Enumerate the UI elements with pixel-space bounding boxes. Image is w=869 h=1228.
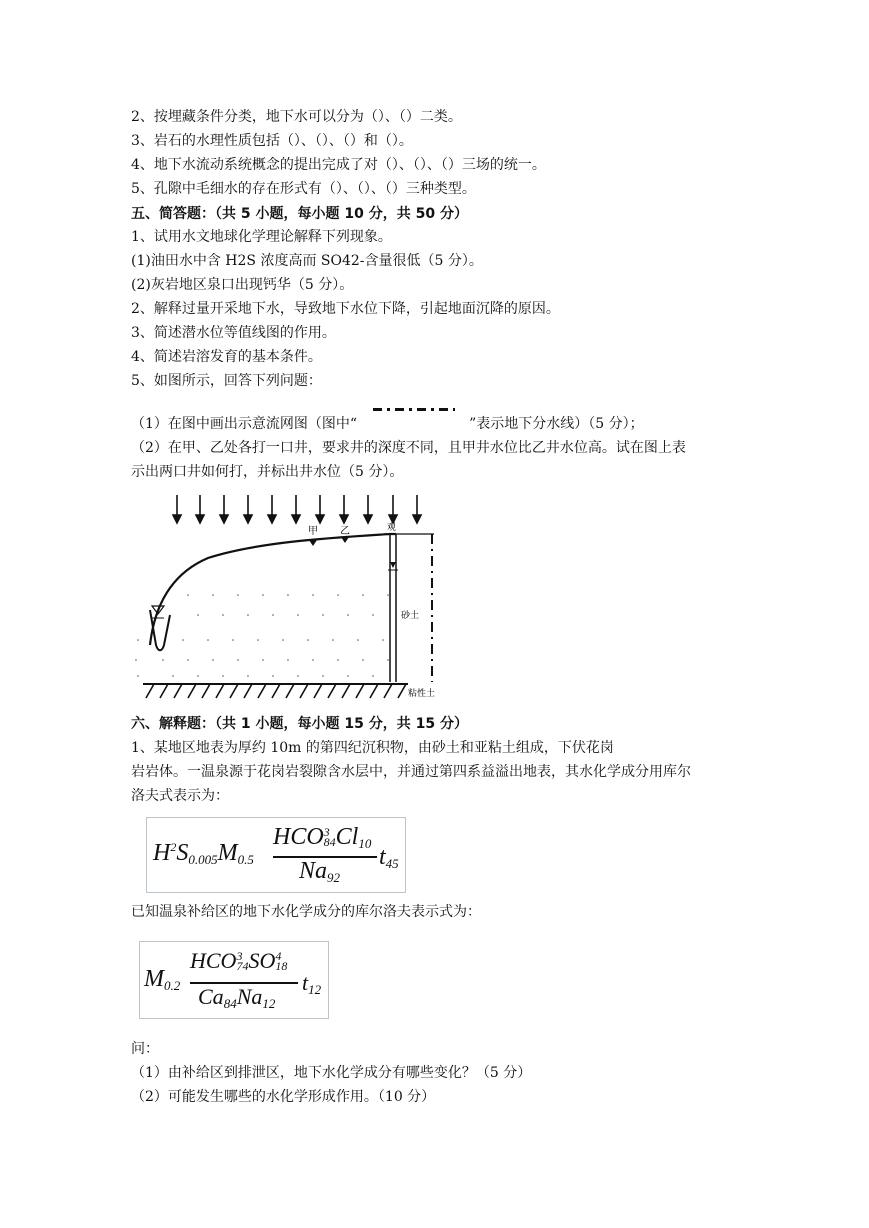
fill-question-5: 5、孔隙中毛细水的存在形式有（）、（）、（）三种类型。 xyxy=(131,181,476,197)
short-question-1: 1、试用水文地球化学理论解释下列现象。 xyxy=(131,229,392,245)
fill-question-2: 2、按埋藏条件分类，地下水可以分为（）、（）二类。 xyxy=(131,109,462,125)
short-question-5-2-line1: （2）在甲、乙处各打一口井，要求井的深度不同，且甲井水位比乙井水位高。试在图上表 xyxy=(131,440,686,456)
clay-hatch xyxy=(146,684,406,698)
short-question-5-2-line2: 示出两口井如何打，并标出井水位（5 分）。 xyxy=(131,464,404,480)
formula2-temp: $t_{12}$ xyxy=(302,970,322,997)
fill-question-4: 4、地下水流动系统概念的提出完成了对（）、（）、（）三场的统一。 xyxy=(131,157,546,173)
formula2-prefix: $M_{0.2}$ xyxy=(144,966,181,993)
kurlov-formula-recharge xyxy=(139,941,329,1019)
q5-1-text-b: ”表示地下分水线）（5 分）； xyxy=(469,416,644,432)
groundwater-figure xyxy=(128,490,458,702)
yi-mark xyxy=(341,537,349,543)
section5-heading: 五、简答题：（共 5 小题，每小题 10 分，共 50 分） xyxy=(131,206,468,222)
fill-question-3: 3、岩石的水理性质包括（）、（）、（）和（）。 xyxy=(131,133,413,149)
ground-surface-line xyxy=(150,534,396,645)
short-question-1-1: (1)油田水中含 H2S 浓度高而 SO42-含量很低（5 分）。 xyxy=(131,253,483,269)
short-question-1-2: (2)灰岩地区泉口出现钙华（5 分）。 xyxy=(131,277,354,293)
section6-heading: 六、解释题：（共 1 小题，每小题 15 分，共 15 分） xyxy=(131,716,468,732)
well-water-symbol xyxy=(390,562,396,568)
label-yi: 乙 xyxy=(340,526,350,537)
recharge-arrows xyxy=(173,495,421,523)
river-channel xyxy=(150,610,170,650)
formula1-numerator: HCO 3 84 $Cl_{10}$ xyxy=(273,824,372,851)
formula1-prefix: $H^2S_{0.005}M_{0.5}$ xyxy=(153,840,254,867)
explain-line-3: 洛夫式表示为： xyxy=(131,788,229,804)
explain-question-2: （2）可能发生哪些的水化学形成作用。（10 分） xyxy=(131,1089,436,1105)
formula1-temp: $t_{45}$ xyxy=(379,844,399,871)
q5-1-text-a: （1）在图中画出示意流网图（图中“ xyxy=(131,416,358,432)
short-question-4: 4、简述岩溶发育的基本条件。 xyxy=(131,349,322,365)
short-question-5-1 xyxy=(131,414,644,434)
jia-mark xyxy=(309,540,317,546)
explain-line-2: 岩岩体。一温泉源于花岗岩裂隙含水层中，并通过第四系益溢出地表，其水化学成分用库尔 xyxy=(131,764,691,780)
explain-line-1: 1、某地区地表为厚约 10m 的第四纪沉积物，由砂土和亚粘土组成，下伏花岗 xyxy=(131,740,614,756)
short-question-5: 5、如图所示，回答下列问题： xyxy=(131,373,322,389)
short-question-2: 2、解释过量开采地下水，导致地下水位下降，引起地面沉降的原因。 xyxy=(131,301,560,317)
kurlov-formula-discharge xyxy=(146,817,406,893)
divide-line-symbol xyxy=(357,414,469,428)
label-clay: 粘性土 xyxy=(408,689,436,699)
short-question-3: 3、简述潜水位等值线图的作用。 xyxy=(131,325,336,341)
explain-line-4: 已知温泉补给区的地下水化学成分的库尔洛夫表示式为： xyxy=(131,904,481,920)
formula2-numerator: HCO 3 74 SO 4 18 xyxy=(190,948,288,973)
label-guan: 观 xyxy=(387,523,397,533)
explain-question-1: （1）由补给区到排泄区，地下水化学成分有哪些变化？（5 分） xyxy=(131,1065,532,1081)
formula2-denominator: $Ca_{84}Na_{12}$ xyxy=(198,984,276,1011)
formula1-denominator: $Na_{92}$ xyxy=(299,858,341,885)
label-sand: 砂土 xyxy=(401,611,420,621)
label-jia: 甲 xyxy=(308,526,318,537)
ask-label: 问： xyxy=(131,1041,159,1057)
sand-dots xyxy=(135,594,389,677)
